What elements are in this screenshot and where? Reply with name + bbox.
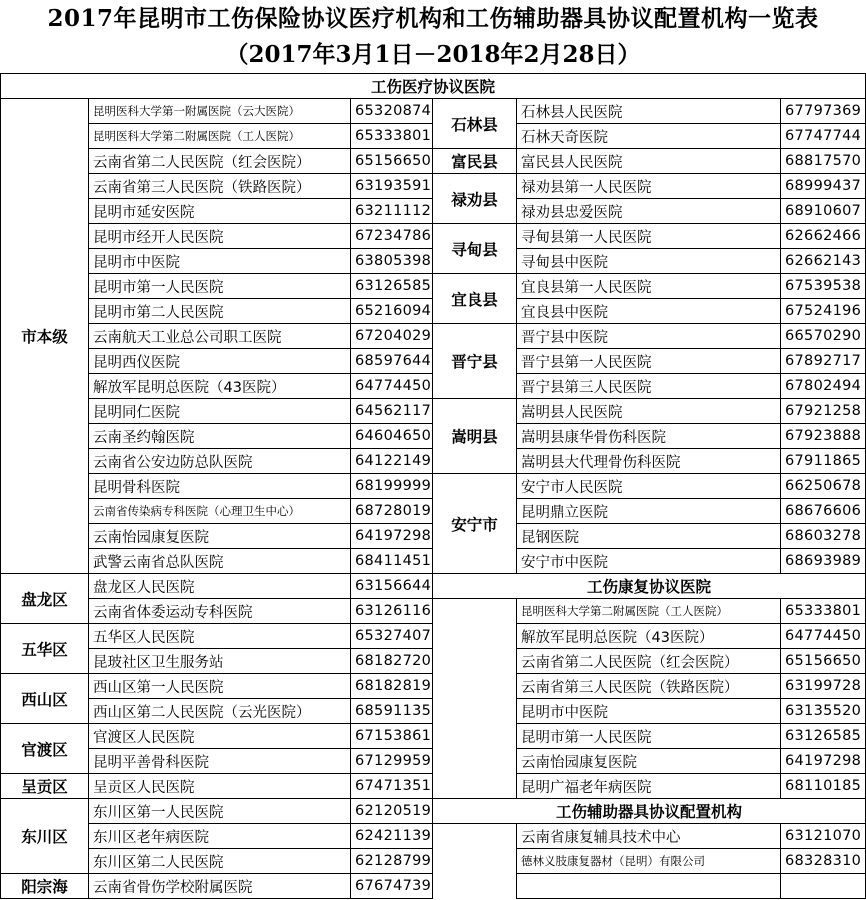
hospital-name: 嵩明县大代理骨伤科医院 bbox=[517, 449, 781, 474]
table-row bbox=[1, 649, 866, 674]
hospital-name: 昆明市经开人民医院 bbox=[89, 224, 351, 249]
gap-cell bbox=[433, 874, 517, 899]
gap-cell bbox=[433, 774, 517, 799]
rehab-name: 昆明广福老年病医院 bbox=[517, 774, 781, 799]
hospital-name: 官渡区人民医院 bbox=[89, 724, 351, 749]
county-group-label: 晋宁县 bbox=[433, 324, 517, 399]
hospital-phone: 68182819 bbox=[351, 674, 433, 699]
hospital-phone: 67674739 bbox=[351, 874, 433, 899]
hospital-phone: 65320874 bbox=[351, 99, 433, 124]
hospital-name: 云南省公安边防总队医院 bbox=[89, 449, 351, 474]
hospital-name: 东川区老年病医院 bbox=[89, 824, 351, 849]
hospital-phone: 63211112 bbox=[351, 199, 433, 224]
hospital-phone: 62421139 bbox=[351, 824, 433, 849]
rehab-phone: 64197298 bbox=[781, 749, 866, 774]
district-group-label: 西山区 bbox=[1, 674, 89, 724]
device-org-phone: 68328310 bbox=[781, 849, 866, 874]
county-group-label: 石林县 bbox=[433, 99, 517, 149]
rehab-phone: 65333801 bbox=[781, 599, 866, 624]
device-org-name: 云南省康复辅具技术中心 bbox=[517, 824, 781, 849]
hospital-name: 嵩明县人民医院 bbox=[517, 399, 781, 424]
hospital-phone: 62120519 bbox=[351, 799, 433, 824]
hospital-name: 晋宁县第三人民医院 bbox=[517, 374, 781, 399]
page-title: 2017年昆明市工伤保险协议医疗机构和工伤辅助器具协议配置机构一览表 bbox=[47, 5, 819, 32]
hospital-phone: 63193591 bbox=[351, 174, 433, 199]
hospital-phone: 67153861 bbox=[351, 724, 433, 749]
hospital-name: 武警云南省总队医院 bbox=[89, 549, 351, 574]
hospital-phone: 66250678 bbox=[781, 474, 866, 499]
table-row bbox=[1, 399, 866, 424]
gap-cell bbox=[433, 649, 517, 674]
hospital-name: 昆明市延安医院 bbox=[89, 199, 351, 224]
hospital-phone: 62662143 bbox=[781, 249, 866, 274]
hospital-name: 盘龙区人民医院 bbox=[89, 574, 351, 599]
table-row bbox=[1, 574, 866, 599]
table-row bbox=[1, 174, 866, 199]
hospital-phone: 64774450 bbox=[351, 374, 433, 399]
device-org-phone: 63121070 bbox=[781, 824, 866, 849]
table-row bbox=[1, 224, 866, 249]
hospital-phone: 68817570 bbox=[781, 149, 866, 174]
hospital-name: 安宁市中医院 bbox=[517, 549, 781, 574]
table-row bbox=[1, 749, 866, 774]
district-group-label: 盘龙区 bbox=[1, 574, 89, 624]
rehab-phone: 68110185 bbox=[781, 774, 866, 799]
table-row bbox=[1, 699, 866, 724]
table-row bbox=[1, 599, 866, 624]
hospital-name: 禄劝县第一人民医院 bbox=[517, 174, 781, 199]
hospital-name: 云南省第三人民医院（铁路医院） bbox=[89, 174, 351, 199]
rehab-name: 云南省第三人民医院（铁路医院） bbox=[517, 674, 781, 699]
hospital-phone: 63805398 bbox=[351, 249, 433, 274]
hospital-name: 昆明西仪医院 bbox=[89, 349, 351, 374]
table-row bbox=[1, 799, 866, 824]
empty-cell bbox=[781, 874, 866, 899]
hospital-phone: 68910607 bbox=[781, 199, 866, 224]
hospital-phone: 68728019 bbox=[351, 499, 433, 524]
hospital-name: 富民县人民医院 bbox=[517, 149, 781, 174]
hospital-name: 禄劝县忠爱医院 bbox=[517, 199, 781, 224]
hospital-name: 昆钢医院 bbox=[517, 524, 781, 549]
table-row bbox=[1, 824, 866, 849]
hospital-name: 宜良县第一人民医院 bbox=[517, 274, 781, 299]
rehab-name: 解放军昆明总医院（43医院） bbox=[517, 624, 781, 649]
hospital-name: 云南省第二人民医院（红会医院） bbox=[89, 149, 351, 174]
district-group-label: 市本级 bbox=[1, 99, 89, 574]
table-row bbox=[1, 324, 866, 349]
rehab-name: 云南怡园康复医院 bbox=[517, 749, 781, 774]
hospital-phone: 62128799 bbox=[351, 849, 433, 874]
rehab-name: 云南省第二人民医院（红会医院） bbox=[517, 649, 781, 674]
hospital-phone: 67524196 bbox=[781, 299, 866, 324]
hospital-phone: 68603278 bbox=[781, 524, 866, 549]
district-group-label: 阳宗海 bbox=[1, 874, 89, 899]
hospital-phone: 67797369 bbox=[781, 99, 866, 124]
hospital-phone: 67911865 bbox=[781, 449, 866, 474]
hospital-name: 晋宁县中医院 bbox=[517, 324, 781, 349]
rehab-phone: 63199728 bbox=[781, 674, 866, 699]
hospital-phone: 67234786 bbox=[351, 224, 433, 249]
gap-cell bbox=[433, 674, 517, 699]
hospital-name: 云南怡园康复医院 bbox=[89, 524, 351, 549]
hospital-phone: 63126585 bbox=[351, 274, 433, 299]
hospital-phone: 67923888 bbox=[781, 424, 866, 449]
hospital-phone: 64122149 bbox=[351, 449, 433, 474]
hospital-phone: 65156650 bbox=[351, 149, 433, 174]
empty-cell bbox=[517, 874, 781, 899]
hospital-phone: 64604650 bbox=[351, 424, 433, 449]
hospital-name: 寻甸县第一人民医院 bbox=[517, 224, 781, 249]
hospital-name: 西山区第二人民医院（云光医院） bbox=[89, 699, 351, 724]
hospital-phone: 67892717 bbox=[781, 349, 866, 374]
hospital-name: 云南省骨伤学校附属医院 bbox=[89, 874, 351, 899]
rehab-phone: 65156650 bbox=[781, 649, 866, 674]
district-group-label: 官渡区 bbox=[1, 724, 89, 774]
device-org-name: 德林义肢康复器材（昆明）有限公司 bbox=[517, 849, 781, 874]
county-group-label: 宜良县 bbox=[433, 274, 517, 324]
hospital-phone: 63126116 bbox=[351, 599, 433, 624]
gap-cell bbox=[433, 749, 517, 774]
hospital-phone: 67539538 bbox=[781, 274, 866, 299]
hospital-phone: 67129959 bbox=[351, 749, 433, 774]
hospital-phone: 66570290 bbox=[781, 324, 866, 349]
hospital-name: 五华区人民医院 bbox=[89, 624, 351, 649]
section-header-row bbox=[1, 74, 866, 99]
gap-cell bbox=[433, 624, 517, 649]
hospital-name: 昆明同仁医院 bbox=[89, 399, 351, 424]
hospital-name: 嵩明县康华骨伤科医院 bbox=[517, 424, 781, 449]
table-row bbox=[1, 874, 866, 899]
hospital-phone: 64197298 bbox=[351, 524, 433, 549]
hospital-name: 云南省体委运动专科医院 bbox=[89, 599, 351, 624]
hospital-name: 呈贡区人民医院 bbox=[89, 774, 351, 799]
hospital-phone: 65333801 bbox=[351, 124, 433, 149]
district-group-label: 东川区 bbox=[1, 799, 89, 874]
hospital-name: 昆明骨科医院 bbox=[89, 474, 351, 499]
hospital-phone: 68591135 bbox=[351, 699, 433, 724]
rehab-name: 昆明市第一人民医院 bbox=[517, 724, 781, 749]
hospital-phone: 68411451 bbox=[351, 549, 433, 574]
page-subtitle: （2017年3月1日－2018年2月28日） bbox=[225, 41, 641, 68]
hospital-phone: 64562117 bbox=[351, 399, 433, 424]
county-group-label: 嵩明县 bbox=[433, 399, 517, 474]
table-row bbox=[1, 274, 866, 299]
section-title-devices: 工伤辅助器具协议配置机构 bbox=[433, 799, 866, 824]
gap-cell bbox=[433, 699, 517, 724]
rehab-phone: 63135520 bbox=[781, 699, 866, 724]
hospital-phone: 65327407 bbox=[351, 624, 433, 649]
hospital-name: 昆明医科大学第二附属医院（工人医院） bbox=[89, 124, 351, 149]
hospital-name: 寻甸县中医院 bbox=[517, 249, 781, 274]
hospital-name: 安宁市人民医院 bbox=[517, 474, 781, 499]
county-group-label: 安宁市 bbox=[433, 474, 517, 574]
table-row bbox=[1, 624, 866, 649]
hospital-name: 解放军昆明总医院（43医院） bbox=[89, 374, 351, 399]
table-row bbox=[1, 674, 866, 699]
hospital-phone: 67921258 bbox=[781, 399, 866, 424]
hospital-name: 云南航天工业总公司职工医院 bbox=[89, 324, 351, 349]
county-group-label: 富民县 bbox=[433, 149, 517, 174]
section-title-medical: 工伤医疗协议医院 bbox=[1, 74, 866, 99]
table-row bbox=[1, 774, 866, 799]
hospital-phone: 65216094 bbox=[351, 299, 433, 324]
hospital-phone: 63156644 bbox=[351, 574, 433, 599]
table-row bbox=[1, 99, 866, 124]
hospital-name: 石林天奇医院 bbox=[517, 124, 781, 149]
hospital-name: 昆玻社区卫生服务站 bbox=[89, 649, 351, 674]
hospital-name: 昆明医科大学第一附属医院（云大医院） bbox=[89, 99, 351, 124]
hospital-name: 昆明市第二人民医院 bbox=[89, 299, 351, 324]
hospital-name: 昆明市中医院 bbox=[89, 249, 351, 274]
hospital-name: 东川区第二人民医院 bbox=[89, 849, 351, 874]
institution-table bbox=[0, 73, 866, 899]
gap-cell bbox=[433, 824, 517, 849]
hospital-phone: 68676606 bbox=[781, 499, 866, 524]
hospital-name: 西山区第一人民医院 bbox=[89, 674, 351, 699]
hospital-name: 宜良县中医院 bbox=[517, 299, 781, 324]
hospital-phone: 67747744 bbox=[781, 124, 866, 149]
rehab-phone: 64774450 bbox=[781, 624, 866, 649]
county-group-label: 禄劝县 bbox=[433, 174, 517, 224]
gap-cell bbox=[433, 724, 517, 749]
hospital-name: 云南省传染病专科医院（心理卫生中心） bbox=[89, 499, 351, 524]
hospital-phone: 68999437 bbox=[781, 174, 866, 199]
hospital-name: 昆明鼎立医院 bbox=[517, 499, 781, 524]
hospital-phone: 68597644 bbox=[351, 349, 433, 374]
table-row bbox=[1, 149, 866, 174]
district-group-label: 五华区 bbox=[1, 624, 89, 674]
hospital-phone: 62662466 bbox=[781, 224, 866, 249]
rehab-name: 昆明市中医院 bbox=[517, 699, 781, 724]
hospital-name: 云南圣约翰医院 bbox=[89, 424, 351, 449]
district-group-label: 呈贡区 bbox=[1, 774, 89, 799]
table-row bbox=[1, 724, 866, 749]
section-title-rehab: 工伤康复协议医院 bbox=[433, 574, 866, 599]
gap-cell bbox=[433, 599, 517, 624]
hospital-phone: 67802494 bbox=[781, 374, 866, 399]
table-row bbox=[1, 474, 866, 499]
hospital-name: 东川区第一人民医院 bbox=[89, 799, 351, 824]
hospital-name: 昆明市第一人民医院 bbox=[89, 274, 351, 299]
rehab-name: 昆明医科大学第二附属医院（工人医院） bbox=[517, 599, 781, 624]
rehab-phone: 63126585 bbox=[781, 724, 866, 749]
table-row bbox=[1, 849, 866, 874]
gap-cell bbox=[433, 849, 517, 874]
hospital-phone: 67204029 bbox=[351, 324, 433, 349]
hospital-name: 昆明平善骨科医院 bbox=[89, 749, 351, 774]
county-group-label: 寻甸县 bbox=[433, 224, 517, 274]
hospital-phone: 68693989 bbox=[781, 549, 866, 574]
hospital-phone: 68182720 bbox=[351, 649, 433, 674]
hospital-name: 晋宁县第一人民医院 bbox=[517, 349, 781, 374]
hospital-phone: 67471351 bbox=[351, 774, 433, 799]
hospital-phone: 68199999 bbox=[351, 474, 433, 499]
hospital-name: 石林县人民医院 bbox=[517, 99, 781, 124]
